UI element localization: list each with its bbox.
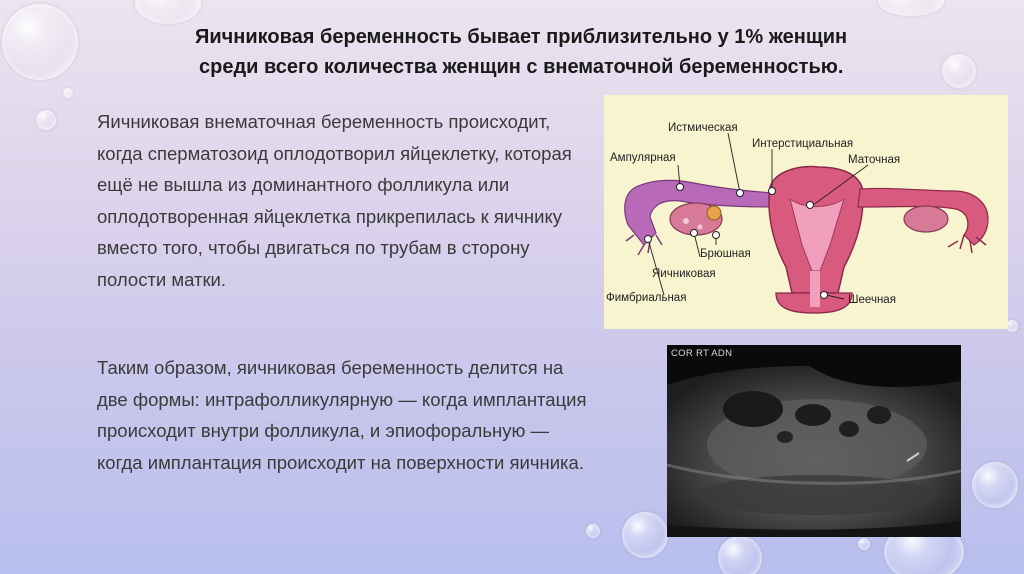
title-line-2: среди всего количества женщин с внематочной беременностью. [199, 56, 844, 78]
paragraph-definition: Яичниковая внематочная беременность происходит, когда сперматозоид оплодотворил яйцеклетку, которая ещё не вышла из доминантного фолликула или оплодотворенная яйцеклетка прикрепилась к яичнику вместо того, чтобы двигаться по трубам в сторону полости матки. [97, 111, 572, 290]
decorative-bubble [135, 0, 201, 24]
ultrasound-label: COR RT ADN [671, 348, 733, 359]
decorative-bubble [2, 4, 78, 80]
slide-title [195, 22, 955, 82]
decorative-bubble [858, 538, 870, 550]
title-line-1: Яичниковая беременность бывает приблизительно у 1% женщин [195, 26, 848, 48]
right-ovary-shape [904, 206, 948, 232]
decorative-bubble [36, 110, 56, 130]
decorative-bubble [622, 512, 668, 558]
decorative-bubble [63, 88, 73, 98]
label-interstitial: Интерстициальная [752, 138, 854, 150]
decorative-bubble [718, 536, 762, 574]
ultrasound-scan-illustration [667, 345, 961, 537]
ovary-follicle-shape [683, 218, 689, 224]
label-ampullar: Ампулярная [610, 152, 676, 164]
decorative-bubble [972, 462, 1018, 508]
uterus-illustration [604, 95, 1008, 329]
cervical-canal-shape [810, 271, 820, 307]
follicle-shape [707, 206, 721, 220]
label-cervical: Шеечная [848, 294, 896, 306]
label-uterine: Маточная [848, 154, 901, 166]
decorative-bubble [878, 0, 944, 16]
label-isthmic: Истмическая [668, 122, 738, 134]
ovary-follicle-shape [698, 225, 703, 230]
paragraph-forms: Таким образом, яичниковая беременность делится на две формы: интрафолликулярную — когда имплантация происходит внутри фолликула, и эпиофоральную — когда имплантация происходит на поверхности яичника. [97, 357, 587, 473]
ultrasound-image [667, 345, 961, 537]
decorative-bubble [586, 524, 600, 538]
label-fimbrial: Фимбриальная [606, 292, 687, 304]
ectopic-pregnancy-sites-diagram [604, 95, 1008, 329]
label-ovarian: Яичниковая [652, 268, 716, 280]
label-abdominal: Брюшная [700, 248, 751, 260]
